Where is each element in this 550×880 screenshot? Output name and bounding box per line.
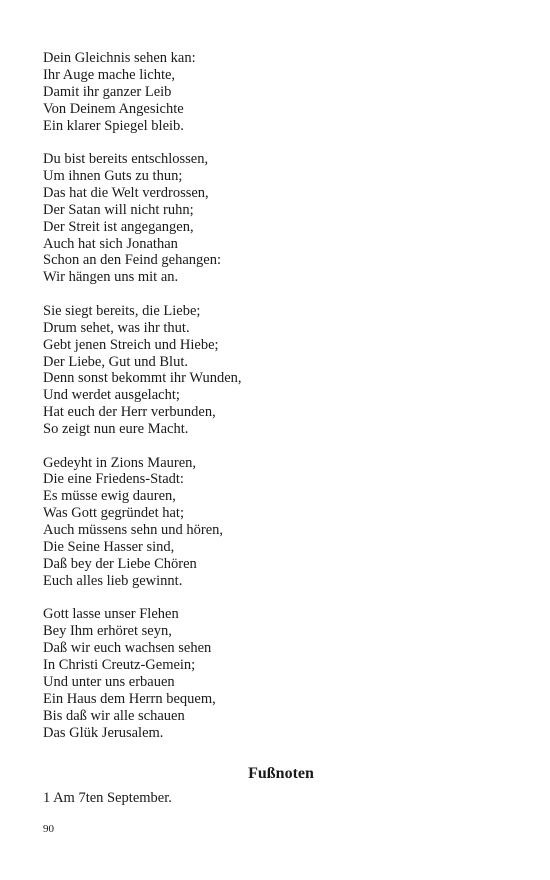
verse-line: Schon an den Feind gehangen: <box>43 252 221 269</box>
verse-line: Dein Gleichnis sehen kan: <box>43 50 196 66</box>
verse-line: Gott lasse unser Flehen <box>43 606 179 623</box>
verse-line: Auch hat sich Jonathan <box>43 235 178 252</box>
verse-line: Die Seine Hasser sind, <box>43 539 175 556</box>
footnotes-heading: Fußnoten <box>248 765 314 782</box>
verse-line: In Christi Creutz-Gemein; <box>43 657 196 673</box>
verse-line: Bis daß wir alle schauen <box>43 707 185 724</box>
stanza-3 <box>43 303 513 438</box>
verse-line: Was Gott gegründet hat; <box>43 505 184 522</box>
verse-line: Die eine Friedens-Stadt: <box>43 471 184 488</box>
verse-line: Ein Haus dem Herrn bequem, <box>43 690 216 707</box>
poem-body <box>43 50 513 758</box>
verse-line: Hat euch der Herr verbunden, <box>43 404 216 421</box>
verse-line: Sie siegt bereits, die Liebe; <box>43 302 201 319</box>
stanza-5 <box>43 606 513 741</box>
verse-line: So zeigt nun eure Macht. <box>43 421 189 438</box>
verse-line: Und unter uns erbauen <box>43 673 175 690</box>
verse-line: Es müsse ewig dauren, <box>43 488 176 505</box>
verse-line: Denn sonst bekommt ihr Wunden, <box>43 370 242 387</box>
verse-line: Wir hängen uns mit an. <box>43 269 179 286</box>
verse-line: Der Satan will nicht ruhn; <box>43 201 194 218</box>
verse-line: Euch alles lieb gewinnt. <box>43 572 183 589</box>
verse-line: Der Liebe, Gut und Blut. <box>43 353 188 370</box>
verse-line: Der Streit ist angegangen, <box>43 218 194 235</box>
verse-line: Das Glük Jerusalem. <box>43 724 164 741</box>
verse-line: Und werdet ausgelacht; <box>43 387 180 404</box>
verse-line: Bey Ihm erhöret seyn, <box>43 623 172 640</box>
page-number: 90 <box>43 823 54 835</box>
stanza-2 <box>43 151 513 286</box>
verse-line: Gedeyht in Zions Mauren, <box>43 454 197 471</box>
verse-line: Damit ihr ganzer Leib <box>43 83 172 100</box>
stanza-4 <box>43 455 513 590</box>
verse-line: Gebt jenen Streich und Hiebe; <box>43 336 219 353</box>
verse-line: Ein klarer Spiegel bleib. <box>43 117 184 134</box>
verse-line: Das hat die Welt verdrossen, <box>43 184 209 201</box>
verse-line: Auch müssens sehn und hören, <box>43 522 224 539</box>
stanza-1 <box>43 50 513 135</box>
verse-line: Um ihnen Guts zu thun; <box>43 167 183 184</box>
verse-line: Von Deinem Angesichte <box>43 100 184 117</box>
verse-line: Drum sehet, was ihr thut. <box>43 319 190 336</box>
verse-line: Du bist bereits entschlossen, <box>43 151 209 168</box>
verse-line: Daß wir euch wachsen sehen <box>43 640 212 657</box>
footnote-item: 1 Am 7ten September. <box>43 790 172 806</box>
verse-line: Daß bey der Liebe Chören <box>43 555 197 572</box>
verse-line: Ihr Auge mache lichte, <box>43 66 176 83</box>
